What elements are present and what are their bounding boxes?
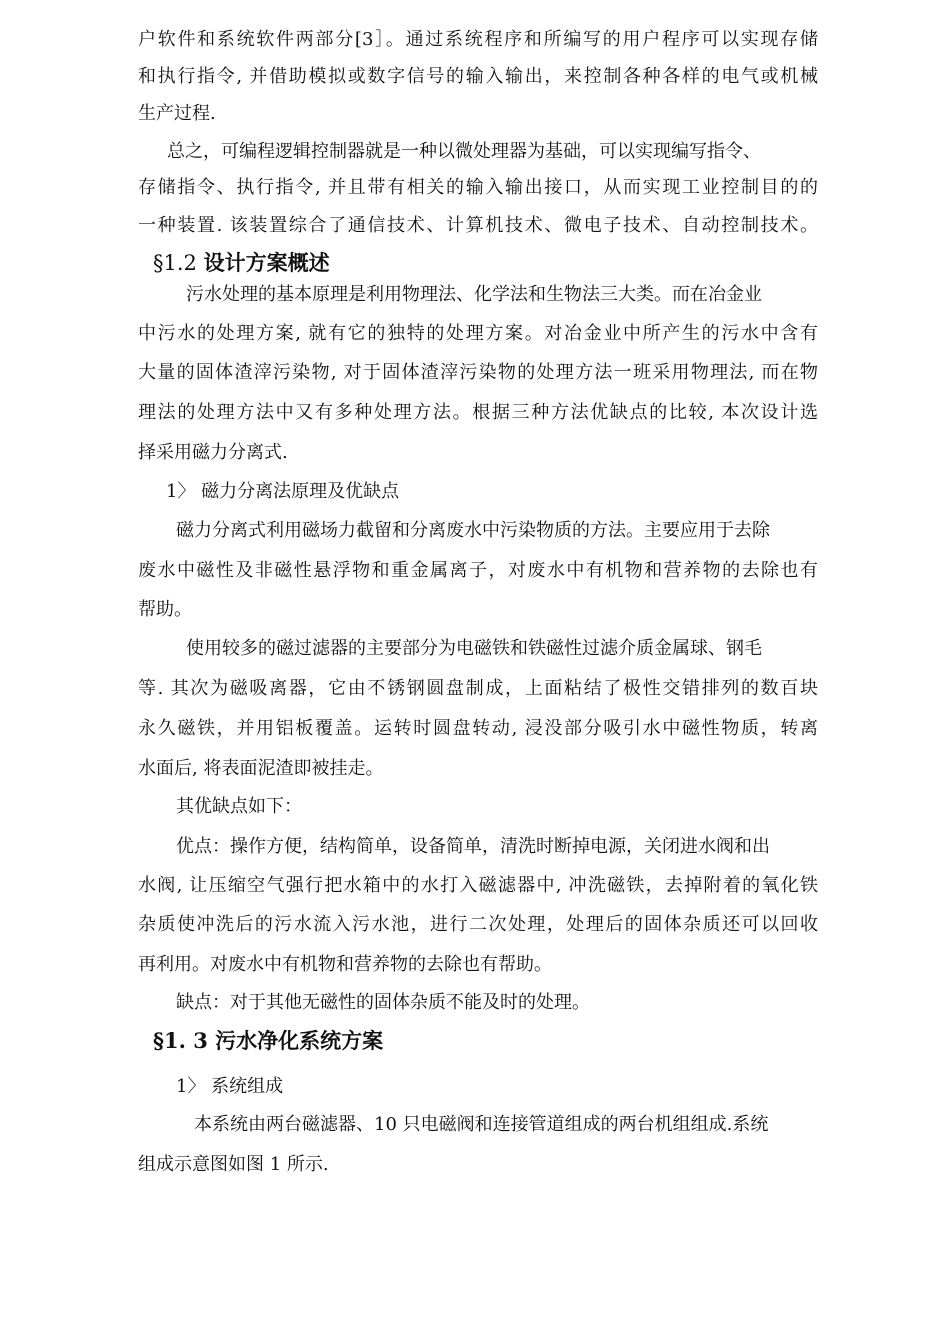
- paragraph-line: 废水中磁性及非磁性悬浮物和重金属离子，对废水中有机物和营养物的去除也有: [138, 560, 818, 581]
- section-number: §1.2: [153, 251, 204, 275]
- paragraph-line: 择采用磁力分离式.: [138, 442, 288, 463]
- paragraph-line: 组成示意图如图 1 所示.: [138, 1154, 329, 1175]
- section-title: 污水净化系统方案: [215, 1028, 384, 1053]
- paragraph-line: 缺点：对于其他无磁性的固体杂质不能及时的处理。: [176, 992, 590, 1013]
- paragraph-line: 中污水的处理方案, 就有它的独特的处理方案。对冶金业中所产生的污水中含有: [138, 323, 818, 344]
- paragraph-line: 生产过程.: [138, 103, 216, 124]
- section-number: §1. 3: [153, 1028, 216, 1053]
- paragraph-line: 杂质使冲洗后的污水流入污水池，进行二次处理，处理后的固体杂质还可以回收: [138, 914, 818, 935]
- paragraph-line: 户软件和系统软件两部分[3］。通过系统程序和所编写的用户程序可以实现存储: [138, 29, 818, 50]
- paragraph-line: 理法的处理方法中又有多种处理方法。根据三种方法优缺点的比较, 本次设计选: [138, 402, 818, 423]
- paragraph-line: 使用较多的磁过滤器的主要部分为电磁铁和铁磁性过滤介质金属球、钢毛: [186, 638, 762, 659]
- paragraph-line: 其优缺点如下：: [176, 796, 302, 817]
- subheading: 1〉 系统组成: [176, 1076, 284, 1097]
- paragraph-line: 再利用。对废水中有机物和营养物的去除也有帮助。: [138, 954, 552, 975]
- paragraph-line: 存储指令、执行指令, 并且带有相关的输入输出接口，从而实现工业控制目的的: [138, 177, 818, 198]
- paragraph-line: 优点：操作方便，结构简单，设备简单，清洗时断掉电源，关闭进水阀和出: [176, 836, 770, 857]
- paragraph-line: 磁力分离式利用磁场力截留和分离废水中污染物质的方法。主要应用于去除: [176, 520, 770, 541]
- subheading: 1〉 磁力分离法原理及优缺点: [166, 481, 400, 502]
- paragraph-line: 和执行指令, 并借助模拟或数字信号的输入输出，来控制各种各样的电气或机械: [138, 66, 818, 87]
- paragraph-line: 等. 其次为磁吸离器，它由不锈钢圆盘制成，上面粘结了极性交错排列的数百块: [138, 678, 818, 699]
- paragraph-line: 一种装置. 该装置综合了通信技术、计算机技术、微电子技术、自动控制技术。: [138, 215, 818, 236]
- paragraph-line: 水阀, 让压缩空气强行把水箱中的水打入磁滤器中, 冲洗磁铁，去掉附着的氧化铁: [138, 875, 818, 896]
- paragraph-line: 大量的固体渣滓污染物, 对于固体渣滓污染物的处理方法一班采用物理法, 而在物: [138, 362, 818, 383]
- section-heading-1-3: [153, 1028, 383, 1054]
- section-heading-1-2: [153, 250, 330, 276]
- paragraph-line: 污水处理的基本原理是利用物理法、化学法和生物法三大类。而在冶金业: [186, 284, 762, 305]
- paragraph-line: 本系统由两台磁滤器、10 只电磁阀和连接管道组成的两台机组组成.系统: [194, 1114, 769, 1135]
- paragraph-line: 总之，可编程逻辑控制器就是一种以微处理器为基础，可以实现编写指令、: [167, 141, 761, 162]
- paragraph-line: 永久磁铁，并用铝板覆盖。运转时圆盘转动, 浸没部分吸引水中磁性物质，转离: [138, 718, 818, 739]
- paragraph-line: 帮助。: [138, 599, 192, 620]
- section-title: 设计方案概述: [203, 250, 330, 275]
- paragraph-line: 水面后, 将表面泥渣即被挂走。: [138, 758, 384, 779]
